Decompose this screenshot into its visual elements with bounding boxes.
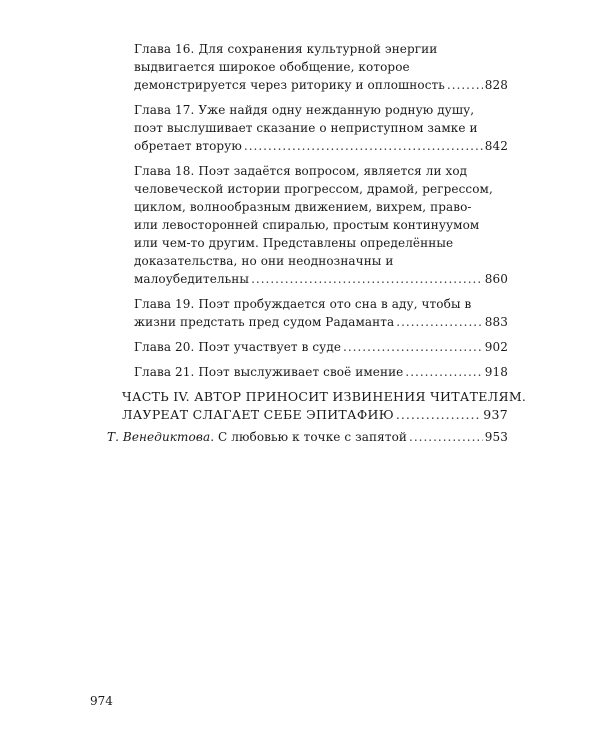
toc-entry-line: человеческой истории прогрессом, драмой, регрессом, [134,182,493,196]
toc-entry-last-line [134,270,508,288]
toc-entry-last-line [134,137,508,155]
toc-entry-part-4 [122,388,527,424]
toc-entry-line: Глава 21. Поэт выслуживает своё имение [134,365,404,379]
toc-entry-last-line [122,406,508,424]
toc-entry-afterword [107,428,508,446]
toc-page-number: 937 [483,407,508,422]
toc-entry-line: ЧАСТЬ IV. АВТОР ПРИНОСИТ ИЗВИНЕНИЯ ЧИТАТЕЛЯМ. [122,389,527,404]
toc-entry-last-line [134,363,508,381]
toc-entry-line: Глава 16. Для сохранения культурной энергии [134,42,438,56]
toc-page-number: 828 [484,78,508,92]
toc-page-number: 953 [484,430,508,444]
toc-entry-line: поэт выслушивает сказание о неприступном замке и [134,121,478,135]
dot-leader [343,338,483,356]
toc-entry-line: или чем-то другим. Представлены определённые [134,236,454,250]
toc-entry-last-line [107,428,508,446]
dot-leader [251,270,483,288]
toc-page-number: 842 [484,139,508,153]
dot-leader [409,428,483,446]
toc-entry-line: доказательства, но они неоднозначны и [134,254,394,268]
toc-entry-line: ЛАУРЕАТ СЛАГАЕТ СЕБЕ ЭПИТАФИЮ [122,407,394,422]
dot-leader [396,406,481,424]
toc-entry-line: Глава 19. Поэт пробуждается ото сна в аду, чтобы в [134,297,472,311]
toc-entry-line: обретает вторую [134,139,242,153]
table-of-contents [0,40,600,453]
dot-leader [405,363,482,381]
toc-entry-last-line [134,76,508,94]
toc-page-number: 883 [484,315,508,329]
toc-entry-line [107,428,407,446]
toc-entry-line: демонстрируется через риторику и оплошность [134,78,445,92]
dot-leader [244,137,483,155]
toc-entry-line: циклом, волнообразным движением, вихрем, право- [134,200,472,214]
toc-entry-chapter-18 [134,162,508,288]
dot-leader [396,313,483,331]
page-number: 974 [90,694,113,708]
toc-entry-line: жизни предстать пред судом Радаманта [134,315,395,329]
toc-entry-last-line [134,313,508,331]
afterword-author: Т. Венедиктова [107,430,211,444]
toc-page-number: 902 [484,340,508,354]
toc-entry-line: или левосторонней спиралью, простым континуумом [134,218,480,232]
toc-entry-line: Глава 20. Поэт участвует в суде [134,340,342,354]
toc-entry-line: Глава 18. Поэт задаётся вопросом, является ли ход [134,164,468,178]
toc-entry-last-line [134,338,508,356]
toc-page-number: 860 [484,272,508,286]
toc-entry-chapter-16 [134,40,508,94]
toc-entry-line: малоубедительны [134,272,250,286]
toc-entry-chapter-20 [134,338,508,356]
toc-entry-chapter-21 [134,363,508,381]
toc-entry-line: Глава 17. Уже найдя одну нежданную родную душу, [134,103,475,117]
toc-entry-line: выдвигается широкое обобщение, которое [134,60,410,74]
toc-entry-chapter-17 [134,101,508,155]
toc-entry-chapter-19 [134,295,508,331]
toc-page-number: 918 [484,365,508,379]
dot-leader [447,76,483,94]
afterword-title: . С любовью к точке с запятой [210,430,407,444]
